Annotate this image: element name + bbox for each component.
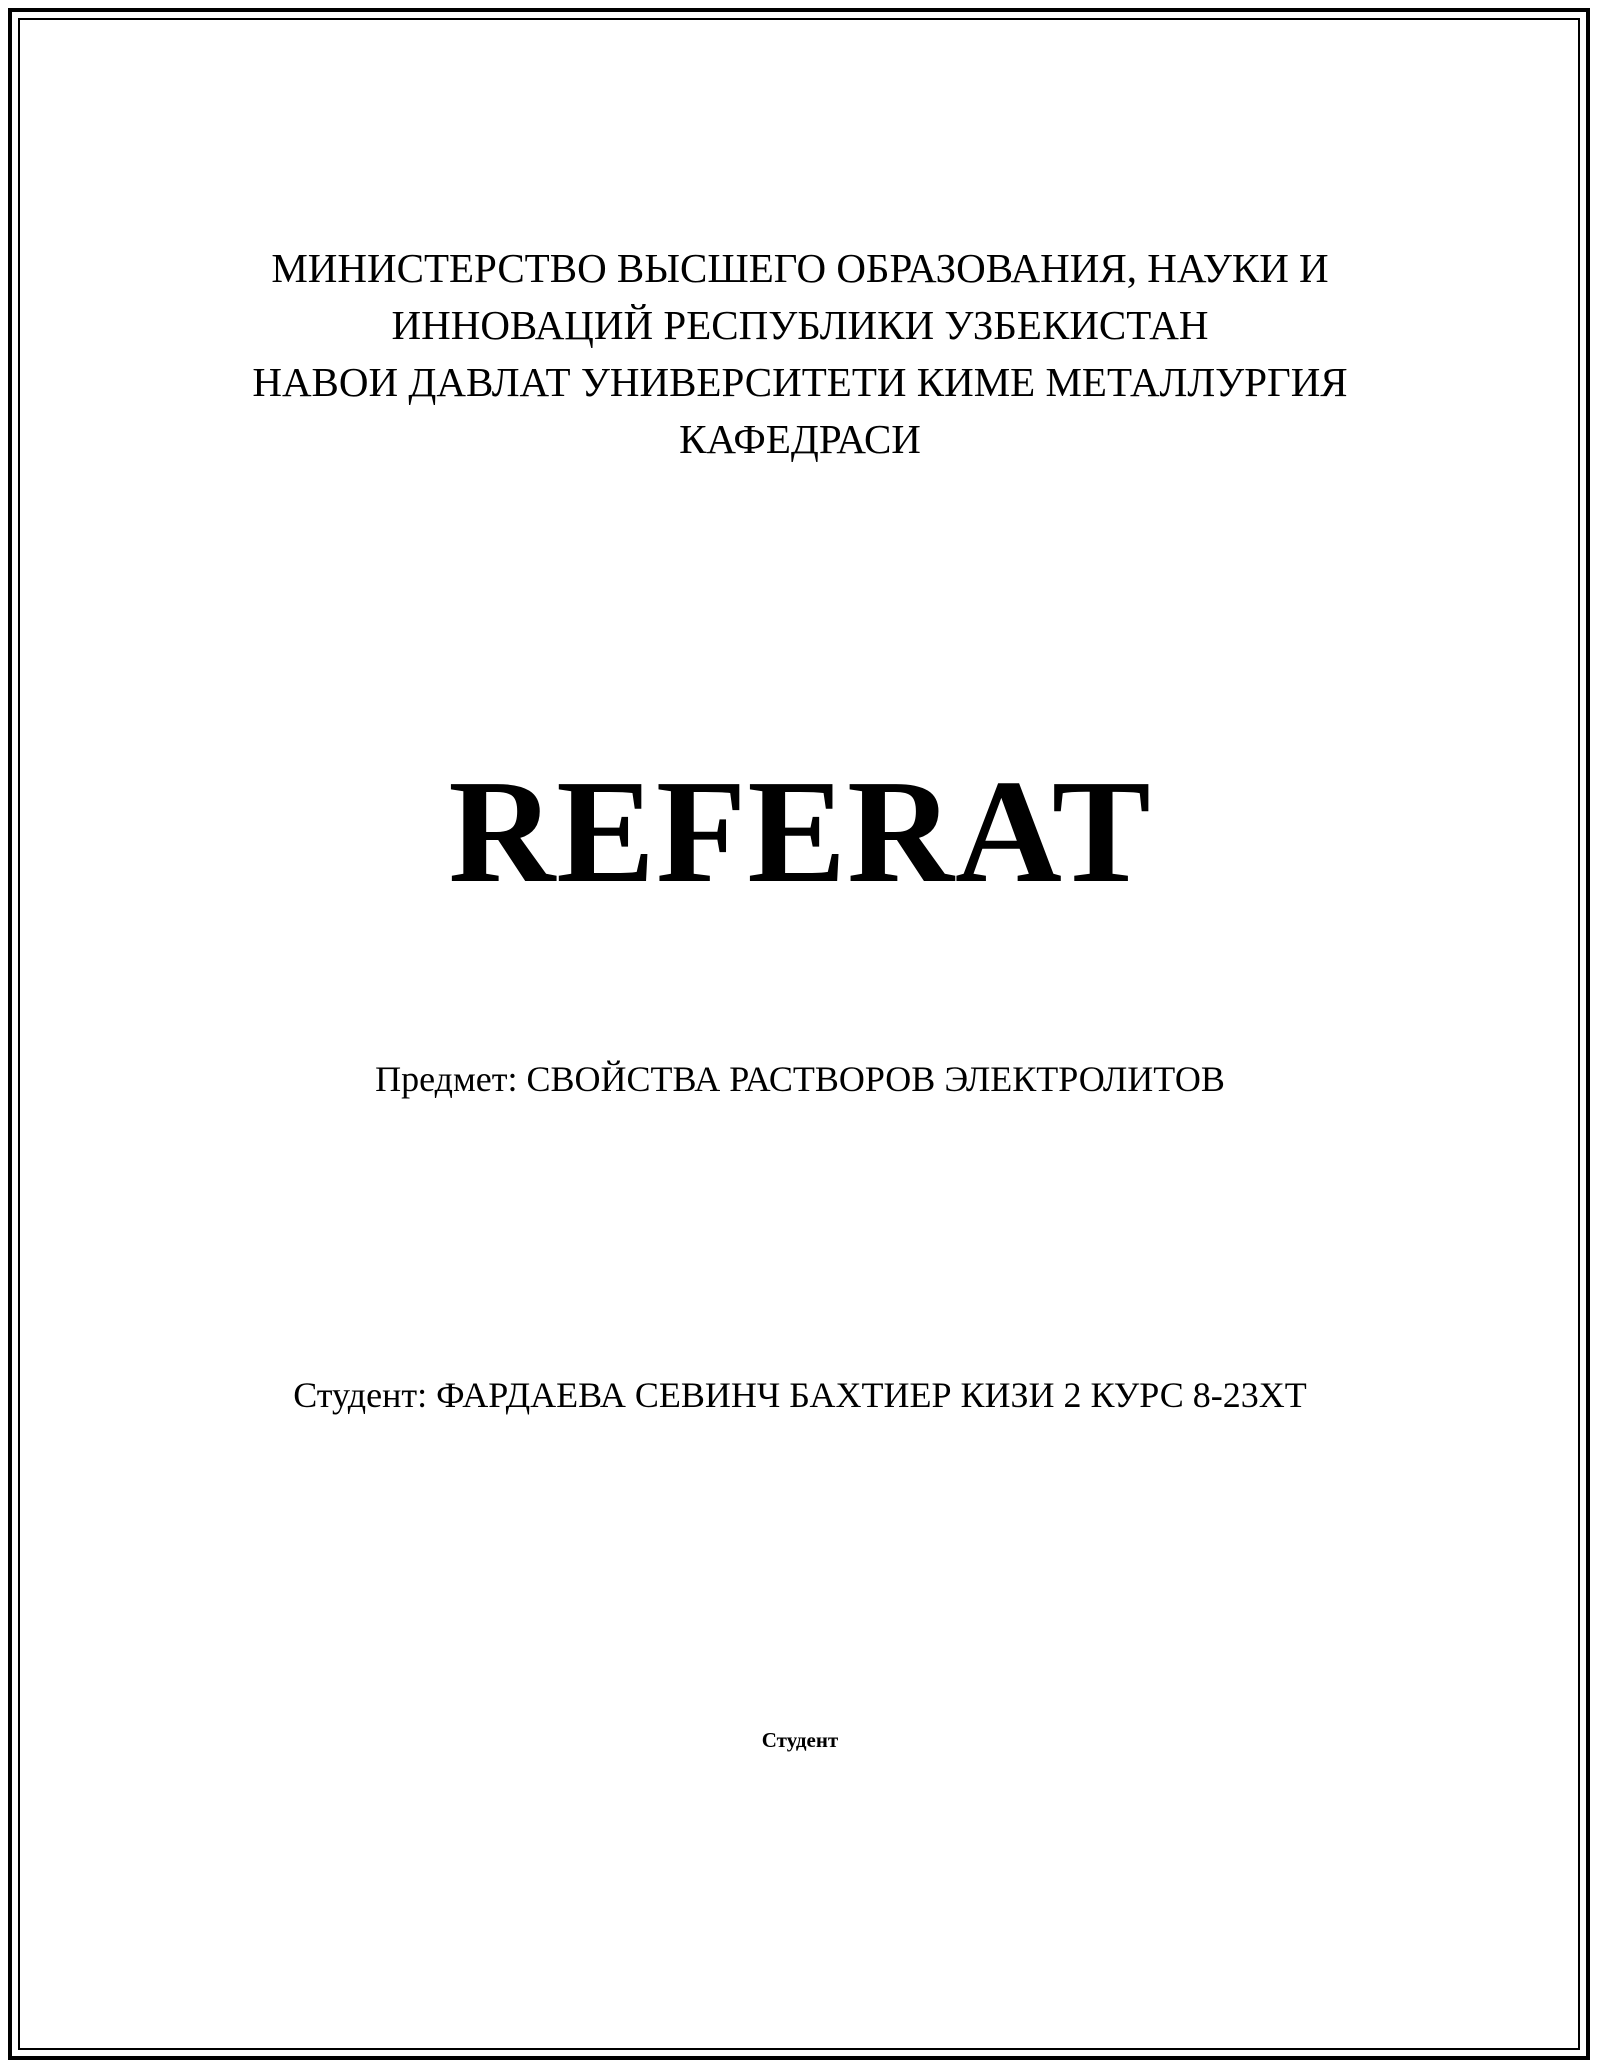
- document-title: REFERAT: [448, 750, 1152, 914]
- footer-student-label: Студент: [761, 1728, 839, 1752]
- student-line: Студент: ФАРДАЕВА СЕВИНЧ БАХТИЕР КИЗИ 2 КУРС 8-23ХТ: [293, 1375, 1307, 1415]
- header-line-4: КАФЕДРАСИ: [679, 416, 921, 462]
- header-line-1: МИНИСТЕРСТВО ВЫСШЕГО ОБРАЗОВАНИЯ, НАУКИ И: [271, 245, 1329, 291]
- subject-line: Предмет: СВОЙСТВА РАСТВОРОВ ЭЛЕКТРОЛИТОВ: [375, 1059, 1225, 1099]
- institution-header: [0, 240, 1600, 468]
- header-line-3: НАВОИ ДАВЛАТ УНИВЕРСИТЕТИ КИМЕ МЕТАЛЛУРГИЯ: [252, 359, 1348, 405]
- header-line-2: ИННОВАЦИЙ РЕСПУБЛИКИ УЗБЕКИСТАН: [391, 302, 1209, 348]
